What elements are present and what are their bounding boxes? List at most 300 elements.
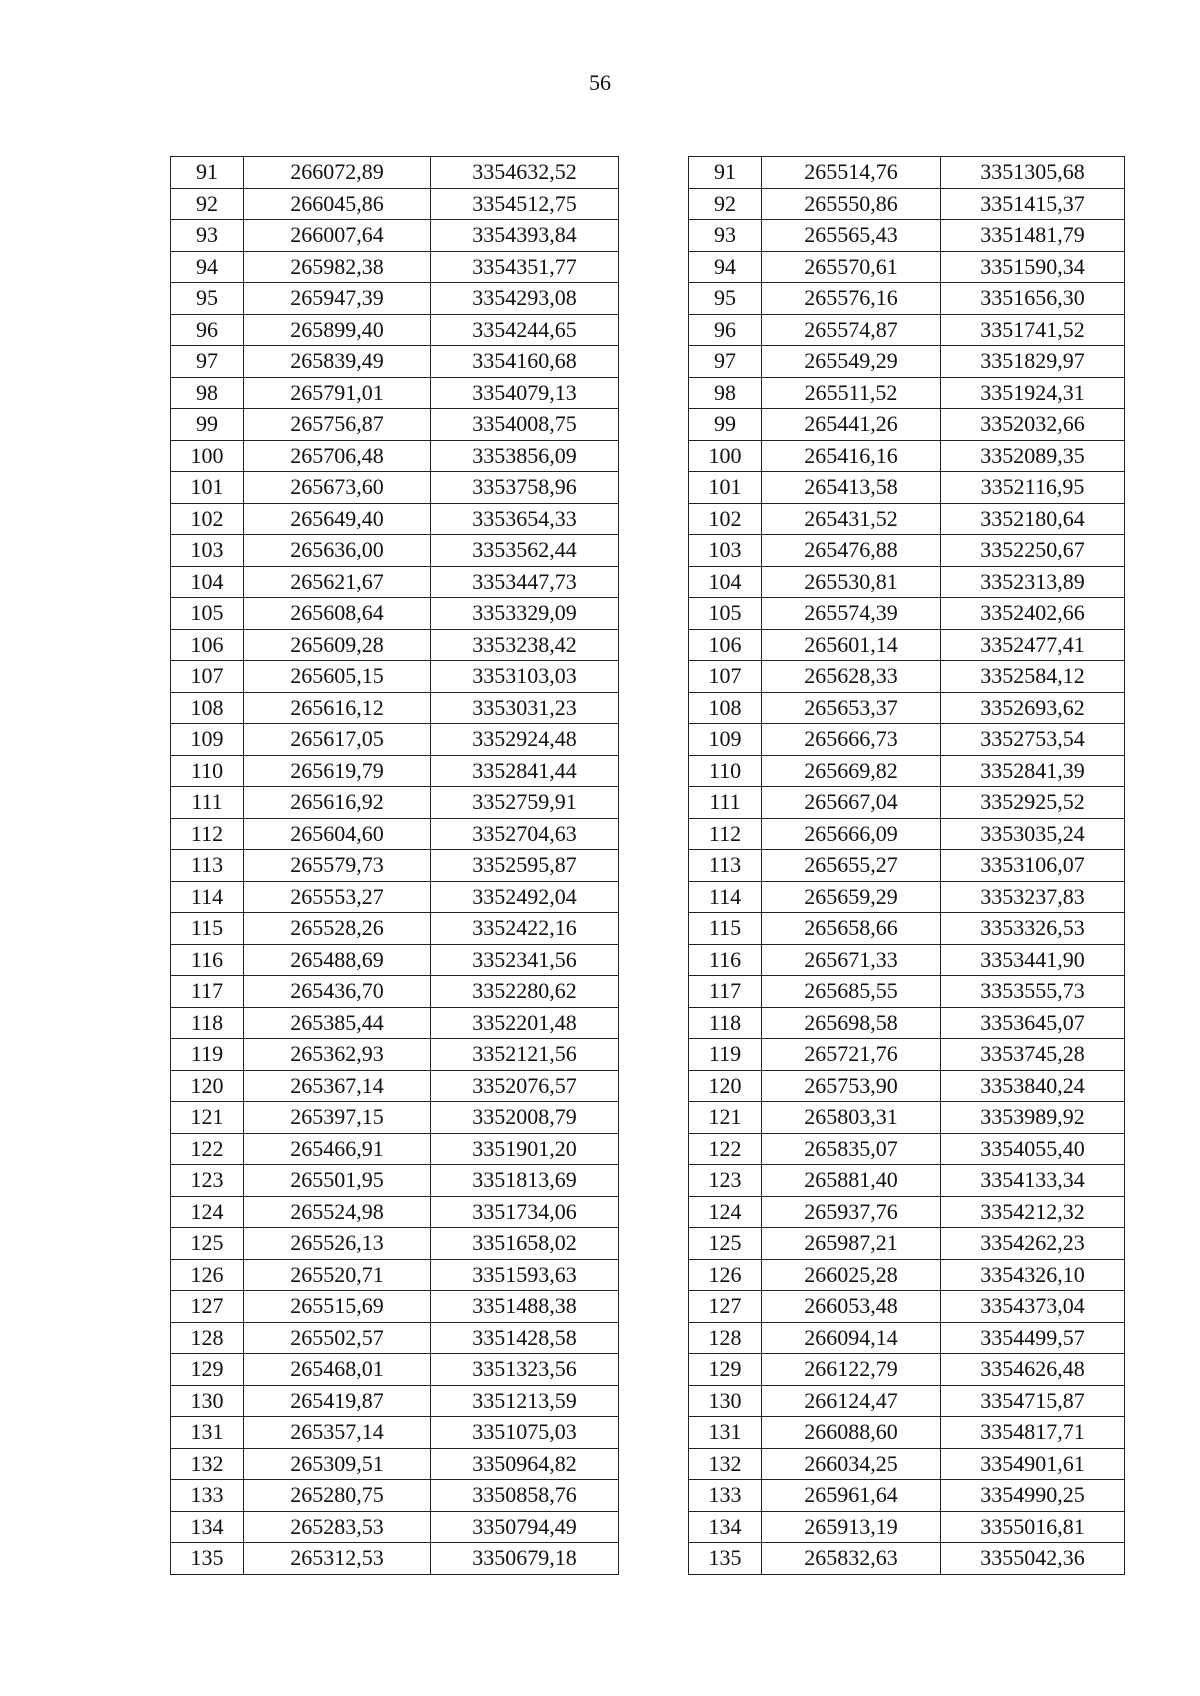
x-coordinate-cell: 265791,01 xyxy=(244,377,431,409)
table-row xyxy=(171,944,619,976)
y-coordinate-cell: 3351415,37 xyxy=(941,188,1125,220)
point-number-cell: 106 xyxy=(171,629,244,661)
table-row xyxy=(689,1070,1125,1102)
table-row xyxy=(171,787,619,819)
table-row xyxy=(171,692,619,724)
y-coordinate-cell: 3352584,12 xyxy=(941,661,1125,693)
x-coordinate-cell: 265913,19 xyxy=(762,1511,941,1543)
point-number-cell: 106 xyxy=(689,629,762,661)
table-row xyxy=(689,1322,1125,1354)
point-number-cell: 130 xyxy=(689,1385,762,1417)
point-number-cell: 110 xyxy=(689,755,762,787)
table-row xyxy=(689,1007,1125,1039)
table-row xyxy=(689,1480,1125,1512)
x-coordinate-cell: 265309,51 xyxy=(244,1448,431,1480)
y-coordinate-cell: 3353035,24 xyxy=(941,818,1125,850)
x-coordinate-cell: 265576,16 xyxy=(762,283,941,315)
x-coordinate-cell: 265671,33 xyxy=(762,944,941,976)
y-coordinate-cell: 3352121,56 xyxy=(431,1039,619,1071)
x-coordinate-cell: 266007,64 xyxy=(244,220,431,252)
point-number-cell: 93 xyxy=(171,220,244,252)
x-coordinate-cell: 265881,40 xyxy=(762,1165,941,1197)
table-row xyxy=(171,1511,619,1543)
point-number-cell: 104 xyxy=(171,566,244,598)
table-row xyxy=(689,1385,1125,1417)
x-coordinate-cell: 265466,91 xyxy=(244,1133,431,1165)
x-coordinate-cell: 265605,15 xyxy=(244,661,431,693)
point-number-cell: 124 xyxy=(689,1196,762,1228)
y-coordinate-cell: 3354351,77 xyxy=(431,251,619,283)
x-coordinate-cell: 266045,86 xyxy=(244,188,431,220)
point-number-cell: 125 xyxy=(689,1228,762,1260)
x-coordinate-cell: 265574,87 xyxy=(762,314,941,346)
point-number-cell: 101 xyxy=(171,472,244,504)
x-coordinate-cell: 265653,37 xyxy=(762,692,941,724)
table-row xyxy=(689,881,1125,913)
point-number-cell: 112 xyxy=(689,818,762,850)
x-coordinate-cell: 265604,60 xyxy=(244,818,431,850)
point-number-cell: 102 xyxy=(689,503,762,535)
x-coordinate-cell: 265636,00 xyxy=(244,535,431,567)
table-row xyxy=(171,1102,619,1134)
table-row xyxy=(171,1448,619,1480)
y-coordinate-cell: 3352313,89 xyxy=(941,566,1125,598)
y-coordinate-cell: 3351428,58 xyxy=(431,1322,619,1354)
point-number-cell: 135 xyxy=(689,1543,762,1575)
y-coordinate-cell: 3352841,44 xyxy=(431,755,619,787)
point-number-cell: 118 xyxy=(689,1007,762,1039)
point-number-cell: 103 xyxy=(689,535,762,567)
table-row xyxy=(689,1165,1125,1197)
y-coordinate-cell: 3352008,79 xyxy=(431,1102,619,1134)
table-row xyxy=(171,881,619,913)
y-coordinate-cell: 3354901,61 xyxy=(941,1448,1125,1480)
table-row xyxy=(689,409,1125,441)
table-row xyxy=(689,314,1125,346)
x-coordinate-cell: 265549,29 xyxy=(762,346,941,378)
x-coordinate-cell: 265574,39 xyxy=(762,598,941,630)
table-row xyxy=(171,346,619,378)
y-coordinate-cell: 3352841,39 xyxy=(941,755,1125,787)
table-row xyxy=(171,1417,619,1449)
x-coordinate-cell: 265655,27 xyxy=(762,850,941,882)
point-number-cell: 99 xyxy=(171,409,244,441)
point-number-cell: 123 xyxy=(689,1165,762,1197)
x-coordinate-cell: 265835,07 xyxy=(762,1133,941,1165)
y-coordinate-cell: 3351323,56 xyxy=(431,1354,619,1386)
y-coordinate-cell: 3353562,44 xyxy=(431,535,619,567)
table-row xyxy=(689,220,1125,252)
y-coordinate-cell: 3353237,83 xyxy=(941,881,1125,913)
table-row xyxy=(689,1291,1125,1323)
x-coordinate-cell: 265514,76 xyxy=(762,157,941,189)
x-coordinate-cell: 265553,27 xyxy=(244,881,431,913)
x-coordinate-cell: 265385,44 xyxy=(244,1007,431,1039)
table-row xyxy=(171,850,619,882)
x-coordinate-cell: 265753,90 xyxy=(762,1070,941,1102)
table-row xyxy=(689,1448,1125,1480)
y-coordinate-cell: 3354212,32 xyxy=(941,1196,1125,1228)
y-coordinate-cell: 3353645,07 xyxy=(941,1007,1125,1039)
table-row xyxy=(171,598,619,630)
table-row xyxy=(689,818,1125,850)
x-coordinate-cell: 265515,69 xyxy=(244,1291,431,1323)
table-row xyxy=(171,283,619,315)
point-number-cell: 100 xyxy=(171,440,244,472)
y-coordinate-cell: 3351075,03 xyxy=(431,1417,619,1449)
x-coordinate-cell: 265937,76 xyxy=(762,1196,941,1228)
x-coordinate-cell: 265431,52 xyxy=(762,503,941,535)
x-coordinate-cell: 265666,09 xyxy=(762,818,941,850)
x-coordinate-cell: 266053,48 xyxy=(762,1291,941,1323)
point-number-cell: 111 xyxy=(689,787,762,819)
point-number-cell: 116 xyxy=(689,944,762,976)
y-coordinate-cell: 3353654,33 xyxy=(431,503,619,535)
y-coordinate-cell: 3350858,76 xyxy=(431,1480,619,1512)
y-coordinate-cell: 3351813,69 xyxy=(431,1165,619,1197)
x-coordinate-cell: 265616,92 xyxy=(244,787,431,819)
table-row xyxy=(171,818,619,850)
x-coordinate-cell: 265413,58 xyxy=(762,472,941,504)
y-coordinate-cell: 3354244,65 xyxy=(431,314,619,346)
x-coordinate-cell: 265502,57 xyxy=(244,1322,431,1354)
table-row xyxy=(171,566,619,598)
x-coordinate-cell: 265673,60 xyxy=(244,472,431,504)
point-number-cell: 112 xyxy=(171,818,244,850)
y-coordinate-cell: 3354160,68 xyxy=(431,346,619,378)
y-coordinate-cell: 3354512,75 xyxy=(431,188,619,220)
x-coordinate-cell: 265621,67 xyxy=(244,566,431,598)
y-coordinate-cell: 3354079,13 xyxy=(431,377,619,409)
x-coordinate-cell: 265570,61 xyxy=(762,251,941,283)
y-coordinate-cell: 3352925,52 xyxy=(941,787,1125,819)
table-row xyxy=(689,283,1125,315)
x-coordinate-cell: 265706,48 xyxy=(244,440,431,472)
y-coordinate-cell: 3353989,92 xyxy=(941,1102,1125,1134)
point-number-cell: 120 xyxy=(171,1070,244,1102)
table-row xyxy=(689,850,1125,882)
x-coordinate-cell: 265658,66 xyxy=(762,913,941,945)
point-number-cell: 100 xyxy=(689,440,762,472)
point-number-cell: 92 xyxy=(171,188,244,220)
x-coordinate-cell: 265476,88 xyxy=(762,535,941,567)
x-coordinate-cell: 265756,87 xyxy=(244,409,431,441)
x-coordinate-cell: 265961,64 xyxy=(762,1480,941,1512)
y-coordinate-cell: 3351658,02 xyxy=(431,1228,619,1260)
x-coordinate-cell: 265397,15 xyxy=(244,1102,431,1134)
table-row xyxy=(689,629,1125,661)
y-coordinate-cell: 3351305,68 xyxy=(941,157,1125,189)
y-coordinate-cell: 3351829,97 xyxy=(941,346,1125,378)
point-number-cell: 101 xyxy=(689,472,762,504)
point-number-cell: 126 xyxy=(689,1259,762,1291)
table-row xyxy=(689,535,1125,567)
x-coordinate-cell: 265721,76 xyxy=(762,1039,941,1071)
x-coordinate-cell: 265416,16 xyxy=(762,440,941,472)
point-number-cell: 129 xyxy=(689,1354,762,1386)
x-coordinate-cell: 265667,04 xyxy=(762,787,941,819)
x-coordinate-cell: 265698,58 xyxy=(762,1007,941,1039)
y-coordinate-cell: 3354626,48 xyxy=(941,1354,1125,1386)
point-number-cell: 107 xyxy=(171,661,244,693)
point-number-cell: 132 xyxy=(171,1448,244,1480)
point-number-cell: 99 xyxy=(689,409,762,441)
table-row xyxy=(689,1102,1125,1134)
point-number-cell: 133 xyxy=(171,1480,244,1512)
point-number-cell: 134 xyxy=(171,1511,244,1543)
x-coordinate-cell: 265520,71 xyxy=(244,1259,431,1291)
x-coordinate-cell: 265899,40 xyxy=(244,314,431,346)
table-row xyxy=(689,440,1125,472)
x-coordinate-cell: 265283,53 xyxy=(244,1511,431,1543)
y-coordinate-cell: 3353238,42 xyxy=(431,629,619,661)
y-coordinate-cell: 3352280,62 xyxy=(431,976,619,1008)
table-row xyxy=(171,976,619,1008)
y-coordinate-cell: 3352089,35 xyxy=(941,440,1125,472)
x-coordinate-cell: 265312,53 xyxy=(244,1543,431,1575)
table-row xyxy=(171,220,619,252)
y-coordinate-cell: 3350794,49 xyxy=(431,1511,619,1543)
table-row xyxy=(689,913,1125,945)
table-row xyxy=(171,1354,619,1386)
x-coordinate-cell: 265501,95 xyxy=(244,1165,431,1197)
point-number-cell: 91 xyxy=(689,157,762,189)
x-coordinate-cell: 265628,33 xyxy=(762,661,941,693)
x-coordinate-cell: 265436,70 xyxy=(244,976,431,1008)
table-row xyxy=(171,440,619,472)
y-coordinate-cell: 3353441,90 xyxy=(941,944,1125,976)
table-row xyxy=(689,188,1125,220)
point-number-cell: 133 xyxy=(689,1480,762,1512)
y-coordinate-cell: 3351481,79 xyxy=(941,220,1125,252)
y-coordinate-cell: 3352250,67 xyxy=(941,535,1125,567)
point-number-cell: 107 xyxy=(689,661,762,693)
point-number-cell: 105 xyxy=(171,598,244,630)
y-coordinate-cell: 3354499,57 xyxy=(941,1322,1125,1354)
y-coordinate-cell: 3353329,09 xyxy=(431,598,619,630)
x-coordinate-cell: 265419,87 xyxy=(244,1385,431,1417)
coordinates-table-right xyxy=(688,156,1125,1575)
y-coordinate-cell: 3351213,59 xyxy=(431,1385,619,1417)
table-row xyxy=(171,1070,619,1102)
point-number-cell: 108 xyxy=(171,692,244,724)
point-number-cell: 114 xyxy=(171,881,244,913)
table-row xyxy=(171,1196,619,1228)
x-coordinate-cell: 265526,13 xyxy=(244,1228,431,1260)
x-coordinate-cell: 265528,26 xyxy=(244,913,431,945)
point-number-cell: 117 xyxy=(171,976,244,1008)
x-coordinate-cell: 265524,98 xyxy=(244,1196,431,1228)
y-coordinate-cell: 3352704,63 xyxy=(431,818,619,850)
point-number-cell: 127 xyxy=(689,1291,762,1323)
point-number-cell: 115 xyxy=(689,913,762,945)
y-coordinate-cell: 3351741,52 xyxy=(941,314,1125,346)
x-coordinate-cell: 265488,69 xyxy=(244,944,431,976)
point-number-cell: 91 xyxy=(171,157,244,189)
x-coordinate-cell: 265367,14 xyxy=(244,1070,431,1102)
table-row xyxy=(689,503,1125,535)
point-number-cell: 102 xyxy=(171,503,244,535)
point-number-cell: 120 xyxy=(689,1070,762,1102)
table-row xyxy=(171,472,619,504)
table-row xyxy=(689,251,1125,283)
y-coordinate-cell: 3352753,54 xyxy=(941,724,1125,756)
point-number-cell: 121 xyxy=(689,1102,762,1134)
point-number-cell: 98 xyxy=(171,377,244,409)
point-number-cell: 131 xyxy=(689,1417,762,1449)
table-row xyxy=(171,535,619,567)
x-coordinate-cell: 265947,39 xyxy=(244,283,431,315)
table-row xyxy=(689,157,1125,189)
table-row xyxy=(689,377,1125,409)
y-coordinate-cell: 3353103,03 xyxy=(431,661,619,693)
table-row xyxy=(171,1385,619,1417)
y-coordinate-cell: 3353745,28 xyxy=(941,1039,1125,1071)
y-coordinate-cell: 3352116,95 xyxy=(941,472,1125,504)
point-number-cell: 93 xyxy=(689,220,762,252)
x-coordinate-cell: 265803,31 xyxy=(762,1102,941,1134)
y-coordinate-cell: 3351590,34 xyxy=(941,251,1125,283)
point-number-cell: 123 xyxy=(171,1165,244,1197)
y-coordinate-cell: 3350679,18 xyxy=(431,1543,619,1575)
y-coordinate-cell: 3352201,48 xyxy=(431,1007,619,1039)
page-number: 56 xyxy=(589,70,611,95)
table-row xyxy=(689,1228,1125,1260)
table-row xyxy=(689,692,1125,724)
point-number-cell: 105 xyxy=(689,598,762,630)
y-coordinate-cell: 3354055,40 xyxy=(941,1133,1125,1165)
point-number-cell: 119 xyxy=(171,1039,244,1071)
x-coordinate-cell: 265839,49 xyxy=(244,346,431,378)
x-coordinate-cell: 265468,01 xyxy=(244,1354,431,1386)
table-row xyxy=(689,976,1125,1008)
point-number-cell: 108 xyxy=(689,692,762,724)
point-number-cell: 97 xyxy=(171,346,244,378)
x-coordinate-cell: 265609,28 xyxy=(244,629,431,661)
table-row xyxy=(171,251,619,283)
x-coordinate-cell: 265649,40 xyxy=(244,503,431,535)
table-row xyxy=(689,1511,1125,1543)
y-coordinate-cell: 3353031,23 xyxy=(431,692,619,724)
y-coordinate-cell: 3351924,31 xyxy=(941,377,1125,409)
point-number-cell: 117 xyxy=(689,976,762,1008)
table-row xyxy=(171,188,619,220)
y-coordinate-cell: 3354262,23 xyxy=(941,1228,1125,1260)
y-coordinate-cell: 3351901,20 xyxy=(431,1133,619,1165)
y-coordinate-cell: 3352924,48 xyxy=(431,724,619,756)
x-coordinate-cell: 265579,73 xyxy=(244,850,431,882)
table-row xyxy=(171,1291,619,1323)
table-row xyxy=(171,1165,619,1197)
x-coordinate-cell: 265616,12 xyxy=(244,692,431,724)
point-number-cell: 97 xyxy=(689,346,762,378)
x-coordinate-cell: 265550,86 xyxy=(762,188,941,220)
y-coordinate-cell: 3352032,66 xyxy=(941,409,1125,441)
point-number-cell: 110 xyxy=(171,755,244,787)
point-number-cell: 119 xyxy=(689,1039,762,1071)
x-coordinate-cell: 265659,29 xyxy=(762,881,941,913)
point-number-cell: 129 xyxy=(171,1354,244,1386)
point-number-cell: 103 xyxy=(171,535,244,567)
y-coordinate-cell: 3354817,71 xyxy=(941,1417,1125,1449)
point-number-cell: 92 xyxy=(689,188,762,220)
x-coordinate-cell: 265280,75 xyxy=(244,1480,431,1512)
x-coordinate-cell: 266034,25 xyxy=(762,1448,941,1480)
y-coordinate-cell: 3352076,57 xyxy=(431,1070,619,1102)
coordinates-table-left xyxy=(170,156,619,1575)
x-coordinate-cell: 265982,38 xyxy=(244,251,431,283)
table-row xyxy=(171,1259,619,1291)
y-coordinate-cell: 3352422,16 xyxy=(431,913,619,945)
y-coordinate-cell: 3354293,08 xyxy=(431,283,619,315)
table-row xyxy=(171,503,619,535)
y-coordinate-cell: 3352180,64 xyxy=(941,503,1125,535)
y-coordinate-cell: 3355042,36 xyxy=(941,1543,1125,1575)
x-coordinate-cell: 265617,05 xyxy=(244,724,431,756)
x-coordinate-cell: 265357,14 xyxy=(244,1417,431,1449)
x-coordinate-cell: 265565,43 xyxy=(762,220,941,252)
x-coordinate-cell: 265601,14 xyxy=(762,629,941,661)
x-coordinate-cell: 265685,55 xyxy=(762,976,941,1008)
point-number-cell: 96 xyxy=(171,314,244,346)
table-row xyxy=(171,629,619,661)
table-row xyxy=(171,157,619,189)
table-row xyxy=(689,1133,1125,1165)
table-row xyxy=(171,1039,619,1071)
y-coordinate-cell: 3354133,34 xyxy=(941,1165,1125,1197)
table-row xyxy=(171,409,619,441)
y-coordinate-cell: 3354393,84 xyxy=(431,220,619,252)
x-coordinate-cell: 265362,93 xyxy=(244,1039,431,1071)
point-number-cell: 116 xyxy=(171,944,244,976)
table-row xyxy=(689,1039,1125,1071)
point-number-cell: 122 xyxy=(689,1133,762,1165)
table-row xyxy=(171,755,619,787)
table-row xyxy=(689,472,1125,504)
table-row xyxy=(689,1196,1125,1228)
y-coordinate-cell: 3352759,91 xyxy=(431,787,619,819)
y-coordinate-cell: 3354632,52 xyxy=(431,157,619,189)
table-row xyxy=(171,913,619,945)
table-row xyxy=(171,1007,619,1039)
point-number-cell: 134 xyxy=(689,1511,762,1543)
y-coordinate-cell: 3351656,30 xyxy=(941,283,1125,315)
y-coordinate-cell: 3352492,04 xyxy=(431,881,619,913)
x-coordinate-cell: 265666,73 xyxy=(762,724,941,756)
point-number-cell: 135 xyxy=(171,1543,244,1575)
x-coordinate-cell: 265441,26 xyxy=(762,409,941,441)
y-coordinate-cell: 3353840,24 xyxy=(941,1070,1125,1102)
point-number-cell: 127 xyxy=(171,1291,244,1323)
point-number-cell: 126 xyxy=(171,1259,244,1291)
table-row xyxy=(171,1228,619,1260)
point-number-cell: 128 xyxy=(171,1322,244,1354)
point-number-cell: 94 xyxy=(171,251,244,283)
x-coordinate-cell: 265530,81 xyxy=(762,566,941,598)
table-row xyxy=(171,377,619,409)
table-row xyxy=(171,661,619,693)
y-coordinate-cell: 3353555,73 xyxy=(941,976,1125,1008)
point-number-cell: 121 xyxy=(171,1102,244,1134)
table-row xyxy=(689,944,1125,976)
table-row xyxy=(689,1354,1125,1386)
point-number-cell: 130 xyxy=(171,1385,244,1417)
table-row xyxy=(689,724,1125,756)
y-coordinate-cell: 3353758,96 xyxy=(431,472,619,504)
table-row xyxy=(689,346,1125,378)
x-coordinate-cell: 265511,52 xyxy=(762,377,941,409)
point-number-cell: 109 xyxy=(689,724,762,756)
